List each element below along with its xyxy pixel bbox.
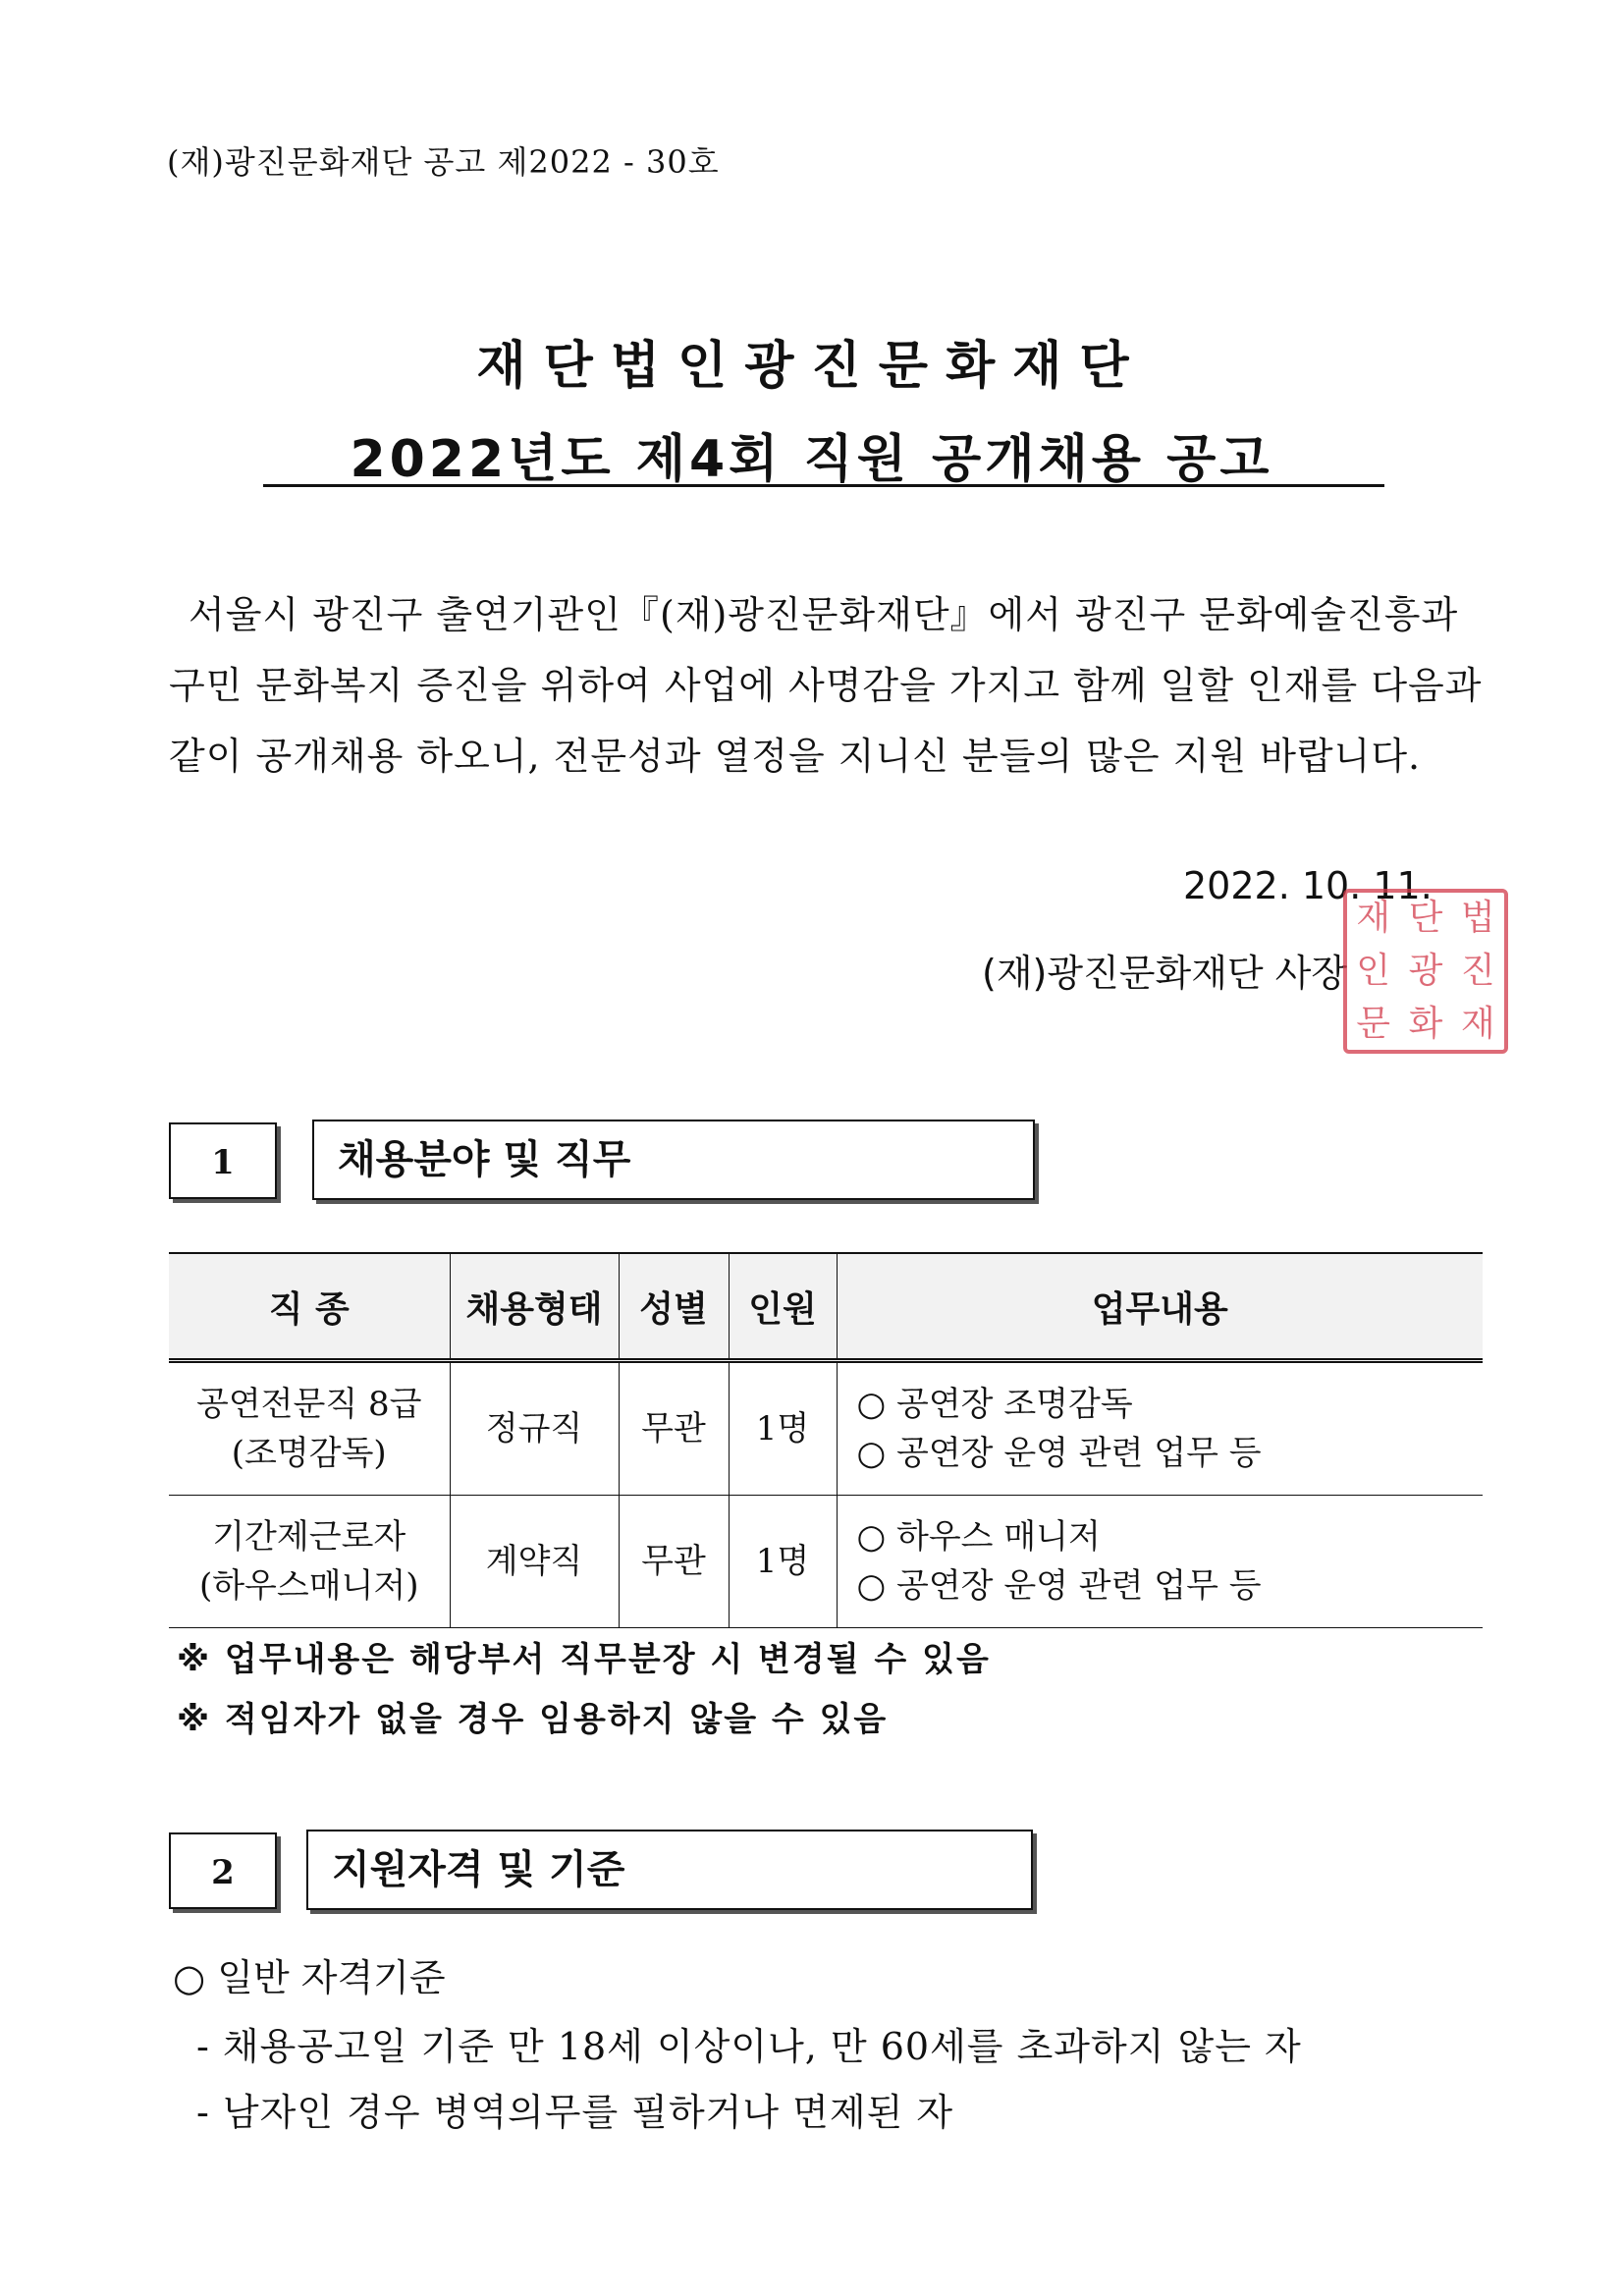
- note-duty-change: ※ 업무내용은 해당부서 직무분장 시 변경될 수 있음: [177, 1640, 991, 1679]
- seal-char: 단: [1408, 898, 1443, 938]
- title-announcement: 2022년도 제4회 직원 공개채용 공고: [350, 430, 1273, 489]
- duty-item: ○ 공연장 운영 관련 업무 등: [856, 1566, 1262, 1606]
- duty-item: ○ 공연장 조명감독: [856, 1385, 1133, 1424]
- notice-number: (재)광진문화재단 공고 제2022 - 30호: [167, 143, 720, 181]
- table-row: [169, 1361, 1483, 1496]
- seal-char: 인: [1356, 951, 1391, 991]
- seal-char: 진: [1460, 951, 1495, 991]
- type-cell: 정규직: [450, 1361, 619, 1496]
- note-no-hire: ※ 적임자가 없을 경우 임용하지 않을 수 있음: [177, 1700, 889, 1739]
- gender-cell: 무관: [619, 1496, 729, 1628]
- gender-cell: 무관: [619, 1361, 729, 1496]
- criteria-item: - 남자인 경우 병역의무를 필하거나 면제된 자: [196, 2091, 954, 2134]
- count-cell: 1명: [729, 1496, 837, 1628]
- official-seal-stamp: [1343, 889, 1508, 1054]
- section1-title: 채용분야 및 직무: [312, 1120, 1035, 1200]
- table-header-row: [169, 1253, 1483, 1361]
- header-job: 직 종: [169, 1253, 450, 1361]
- sender-signature: (재)광진문화재단 사장: [982, 952, 1348, 995]
- job-cell: [169, 1361, 450, 1496]
- job-subtitle: (조명감독): [231, 1434, 387, 1473]
- seal-char: 문: [1356, 1004, 1391, 1044]
- header-duty: 업무내용: [837, 1253, 1483, 1361]
- job-subtitle: (하우스매니저): [198, 1566, 419, 1606]
- job-title: 기간제근로자: [212, 1517, 406, 1557]
- table-row: [169, 1496, 1483, 1628]
- seal-char: 법: [1460, 898, 1495, 938]
- recruitment-table: [169, 1252, 1483, 1628]
- duty-cell: [837, 1496, 1483, 1628]
- section1-number: 1: [169, 1122, 277, 1199]
- intro-text: 서울시 광진구 출연기관인『(재)광진문화재단』에서 광진구 문화예술진흥과 구민 문화복지 증진을 위하여 사업에 사명감을 가지고 함께 일할 인재를 다음과 같이 공개채용 하오니, 전문성과 열정을 지니신 분들의 많은 지원 바랍니다.: [169, 593, 1483, 778]
- header-gender: 성별: [619, 1253, 729, 1361]
- duty-item: ○ 하우스 매니저: [856, 1517, 1101, 1557]
- notice-date: 2022. 10. 11.: [1183, 864, 1433, 907]
- count-cell: 1명: [729, 1361, 837, 1496]
- criteria-heading: ○ 일반 자격기준: [173, 1956, 446, 1999]
- header-count: 인원: [729, 1253, 837, 1361]
- seal-char: 재: [1356, 898, 1391, 938]
- intro-paragraph: [169, 579, 1485, 792]
- header-type: 채용형태: [450, 1253, 619, 1361]
- seal-char: 광: [1408, 951, 1443, 991]
- title-underline: [263, 484, 1384, 487]
- seal-char: 재: [1460, 1004, 1495, 1044]
- job-cell: [169, 1496, 450, 1628]
- section2-number: 2: [169, 1832, 277, 1909]
- section2-title: 지원자격 및 기준: [306, 1830, 1033, 1910]
- title-foundation: 재단법인광진문화재단: [476, 337, 1147, 396]
- job-title: 공연전문직 8급: [195, 1385, 422, 1424]
- duty-item: ○ 공연장 운영 관련 업무 등: [856, 1434, 1262, 1473]
- type-cell: 계약직: [450, 1496, 619, 1628]
- seal-char: 화: [1408, 1004, 1443, 1044]
- criteria-item: - 채용공고일 기준 만 18세 이상이나, 만 60세를 초과하지 않는 자: [196, 2025, 1302, 2068]
- duty-cell: [837, 1361, 1483, 1496]
